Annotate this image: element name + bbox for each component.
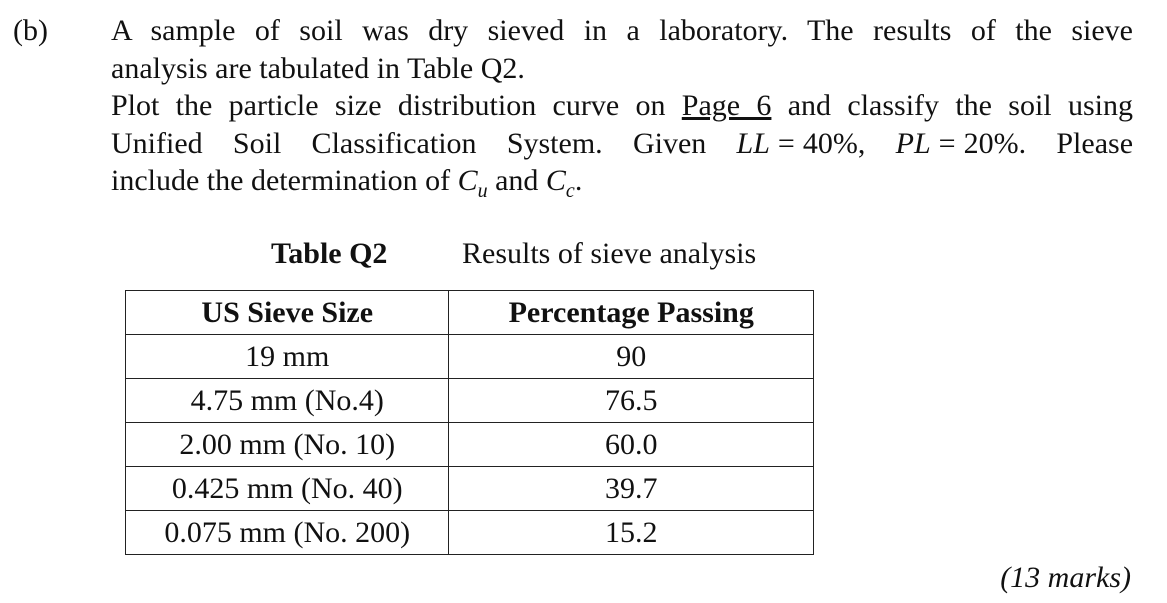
table-caption-number: Table Q2 xyxy=(271,237,388,270)
cu-symbol: C xyxy=(457,164,478,197)
determination-text: include the determination of xyxy=(111,164,458,197)
question-text xyxy=(111,12,1133,211)
cc-subscript: c xyxy=(565,180,575,202)
sieve-analysis-table xyxy=(125,290,814,555)
sieve-size-cell: 19 mm xyxy=(126,335,449,379)
table-row xyxy=(126,335,814,379)
table-row xyxy=(126,467,814,511)
question-label: (b) xyxy=(13,14,48,47)
uscs-given-text: Unified Soil Classification System. Given xyxy=(111,126,737,160)
sieve-size-cell: 4.75 mm (No.4) xyxy=(126,379,449,423)
table-header-row xyxy=(126,291,814,335)
percentage-passing-cell: 39.7 xyxy=(449,467,814,511)
sieve-size-cell: 2.00 mm (No. 10) xyxy=(126,423,449,467)
percentage-passing-cell: 90 xyxy=(449,335,814,379)
percentage-passing-cell: 76.5 xyxy=(449,379,814,423)
plot-instruction-text: Plot the particle size distribution curve on xyxy=(111,89,682,122)
equals-sign: = xyxy=(777,126,795,160)
question-line-4 xyxy=(111,125,1133,163)
liquid-limit-value: 40%, xyxy=(802,126,866,160)
question-line-2: analysis are tabulated in Table Q2. xyxy=(111,51,525,85)
question-line-3 xyxy=(111,87,1133,125)
table-row xyxy=(126,379,814,423)
and-text: and xyxy=(487,164,546,197)
header-sieve-size: US Sieve Size xyxy=(126,291,449,335)
plastic-limit-symbol: PL xyxy=(895,126,931,160)
cu-subscript: u xyxy=(477,180,488,202)
classify-instruction-text: and classify the soil using xyxy=(771,89,1133,122)
header-percentage-passing: Percentage Passing xyxy=(449,291,814,335)
table-caption-title: Results of sieve analysis xyxy=(462,237,757,270)
table-row xyxy=(126,511,814,555)
plastic-limit-value: 20%. xyxy=(963,126,1027,160)
cc-symbol: C xyxy=(545,164,566,197)
percentage-passing-cell: 60.0 xyxy=(449,423,814,467)
equals-sign: = xyxy=(938,126,956,160)
please-text: Please xyxy=(1056,126,1134,160)
question-line-5 xyxy=(111,162,1133,211)
page-reference: Page 6 xyxy=(681,89,772,122)
table-row xyxy=(126,423,814,467)
question-line-1: A sample of soil was dry sieved in a laboratory. The results of the sieve xyxy=(111,14,1133,47)
marks-allocation: (13 marks) xyxy=(1000,561,1131,594)
percentage-passing-cell: 15.2 xyxy=(449,511,814,555)
liquid-limit-symbol: LL xyxy=(736,126,770,160)
sieve-size-cell: 0.075 mm (No. 200) xyxy=(126,511,449,555)
sieve-size-cell: 0.425 mm (No. 40) xyxy=(126,467,449,511)
period: . xyxy=(574,164,583,197)
